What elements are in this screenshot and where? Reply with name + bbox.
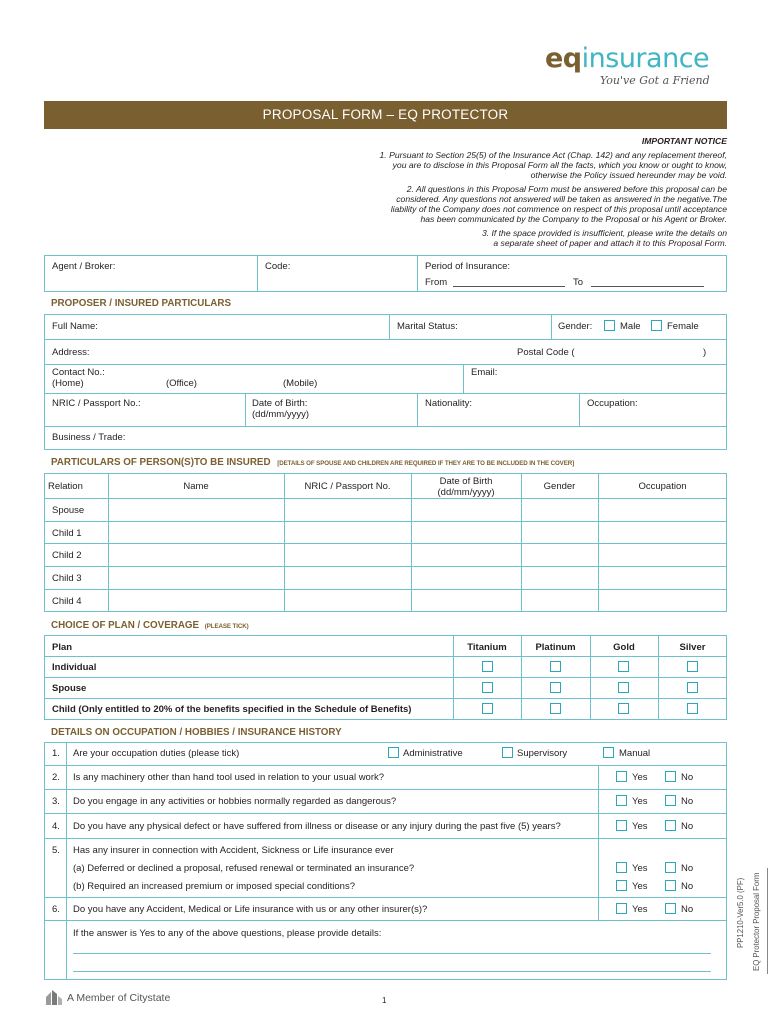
q5b-no-checkbox[interactable] — [665, 880, 676, 891]
tier-platinum: Platinum — [535, 642, 576, 653]
q6-yes-label: Yes — [632, 904, 648, 915]
address-field[interactable]: Address: — [52, 347, 90, 358]
important-notice — [290, 136, 727, 248]
plan-individual-silver-checkbox[interactable] — [687, 661, 698, 672]
row-child-3: Child 3 — [52, 573, 82, 584]
q4-number: 4. — [52, 821, 60, 832]
contact-mobile-field[interactable]: (Mobile) — [283, 378, 318, 389]
q6-no-checkbox[interactable] — [665, 903, 676, 914]
q5a-text: (a) Deferred or declined a proposal, refused renewal or terminated an insurance? — [73, 863, 415, 874]
gender-female-label: Female — [667, 321, 699, 332]
notice-item-1: 1. Pursuant to Section 25(5) of the Insurance Act (Chap. 142) and any replacement thereof, you are to disclose in this Proposal Form all the facts, which you know or ought to know, otherwise the Policy issued hereunder may be void. — [379, 150, 727, 180]
persons-heading: PARTICULARS OF PERSON(S)TO BE INSURED [DETAILS OF SPOUSE AND CHILDREN ARE REQUIRED IF THEY ARE TO BE INCLUDED IN THE COVER] — [51, 457, 575, 468]
row-child-1: Child 1 — [52, 528, 82, 539]
row-spouse: Spouse — [52, 505, 85, 516]
plan-spouse-silver-checkbox[interactable] — [687, 682, 698, 693]
q5-number: 5. — [52, 845, 60, 856]
plan-individual-gold-checkbox[interactable] — [618, 661, 629, 672]
q4-yes-checkbox[interactable] — [616, 820, 627, 831]
company-logo — [545, 42, 725, 92]
q1-number: 1. — [52, 748, 60, 759]
q1-administrative-label: Administrative — [403, 748, 463, 759]
col-relation: Relation — [48, 481, 83, 492]
gender-label: Gender: — [558, 321, 593, 332]
q4-text: Do you have any physical defect or have suffered from illness or disease or any injury during the past five (5) years? — [73, 821, 561, 832]
tier-silver: Silver — [679, 642, 706, 653]
q5b-yes-checkbox[interactable] — [616, 880, 627, 891]
notice-item-3: 3. If the space provided is insufficient, please write the details on a separate sheet of paper and attach it to this Proposal Form. — [481, 228, 727, 248]
q6-text: Do you have any Accident, Medical or Life insurance with us or any other insurer(s)? — [73, 904, 428, 915]
period-from-label: From — [425, 277, 448, 288]
plan-individual-titanium-checkbox[interactable] — [482, 661, 493, 672]
q1-supervisory-label: Supervisory — [517, 748, 568, 759]
col-dob-format: (dd/mm/yyyy) — [437, 487, 495, 498]
details-heading: DETAILS ON OCCUPATION / HOBBIES / INSURANCE HISTORY — [51, 727, 342, 738]
period-label: Period of Insurance: — [425, 261, 511, 272]
q2-yes-checkbox[interactable] — [616, 771, 627, 782]
logo-tagline: You've Got a Friend — [600, 74, 710, 87]
period-to-label: To — [573, 277, 584, 288]
plan-spouse-titanium-checkbox[interactable] — [482, 682, 493, 693]
q5b-yes-label: Yes — [632, 881, 648, 892]
notice-item-2: 2. All questions in this Proposal Form must be answered before this proposal can be considered. Any questions not answered will be taken as answered in the negative.The liability of the Company does not commence on respect of this proposal until acceptance has been communicated by the Company to the Proposal or his Agent or Broker. — [390, 184, 727, 224]
col-name: Name — [183, 481, 209, 492]
postal-code-close: ) — [703, 347, 707, 358]
full-name-field[interactable]: Full Name: — [52, 321, 98, 332]
proposer-heading: PROPOSER / INSURED PARTICULARS — [51, 298, 231, 309]
q3-yes-label: Yes — [632, 796, 648, 807]
q3-number: 3. — [52, 796, 60, 807]
plan-col-label: Plan — [52, 642, 73, 653]
col-gender: Gender — [543, 481, 576, 492]
contact-no-label: Contact No.: — [52, 367, 105, 378]
nationality-field[interactable]: Nationality: — [425, 398, 472, 409]
q5a-no-checkbox[interactable] — [665, 862, 676, 873]
col-dob: Date of Birth — [439, 476, 493, 487]
citystate-icon — [44, 988, 64, 1006]
nric-passport-field[interactable]: NRIC / Passport No.: — [52, 398, 141, 409]
q4-yes-label: Yes — [632, 821, 648, 832]
q5b-no-label: No — [681, 881, 694, 892]
agent-broker-field[interactable]: Agent / Broker: — [52, 261, 116, 272]
plan-child-silver-checkbox[interactable] — [687, 703, 698, 714]
q3-no-checkbox[interactable] — [665, 795, 676, 806]
q3-no-label: No — [681, 796, 694, 807]
q5b-text: (b) Required an increased premium or imposed special conditions? — [73, 881, 355, 892]
q6-number: 6. — [52, 904, 60, 915]
q1-manual-label: Manual — [619, 748, 651, 759]
form-title-bar — [44, 101, 727, 129]
q4-no-checkbox[interactable] — [665, 820, 676, 831]
member-text: A Member of Citystate — [67, 992, 171, 1004]
citystate-logo — [44, 988, 64, 1006]
period-to-field[interactable] — [591, 286, 704, 287]
q2-text: Is any machinery other than hand tool used in relation to your usual work? — [73, 772, 385, 783]
gender-male-checkbox[interactable] — [604, 320, 615, 331]
marital-status-field[interactable]: Marital Status: — [397, 321, 458, 332]
q1-text: Are your occupation duties (please tick) — [73, 748, 240, 759]
col-nric: NRIC / Passport No. — [304, 481, 391, 492]
plan-child-gold-checkbox[interactable] — [618, 703, 629, 714]
persons-heading-note: [DETAILS OF SPOUSE AND CHILDREN ARE REQUIRED IF THEY ARE TO BE INCLUDED IN THE COVER] — [277, 460, 575, 467]
plan-row-individual: Individual — [52, 662, 97, 673]
q5-text: Has any insurer in connection with Accident, Sickness or Life insurance ever — [73, 845, 394, 856]
q6-no-label: No — [681, 904, 694, 915]
gender-male-label: Male — [620, 321, 641, 332]
row-child-2: Child 2 — [52, 550, 82, 561]
q2-no-checkbox[interactable] — [665, 771, 676, 782]
business-trade-field[interactable]: Business / Trade: — [52, 432, 126, 443]
details-prompt: If the answer is Yes to any of the above questions, please provide details: — [73, 928, 382, 939]
form-title: PROPOSAL FORM – EQ PROTECTOR — [262, 107, 509, 122]
q1-supervisory-checkbox[interactable] — [502, 747, 513, 758]
dob-label[interactable]: Date of Birth: — [252, 398, 308, 409]
plan-child-titanium-checkbox[interactable] — [482, 703, 493, 714]
plan-row-spouse: Spouse — [52, 683, 87, 694]
plan-child-platinum-checkbox[interactable] — [550, 703, 561, 714]
plan-heading: CHOICE OF PLAN / COVERAGE (PLEASE TICK) — [51, 620, 249, 631]
tier-titanium: Titanium — [467, 642, 507, 653]
side-form-name: EQ Protector Proposal Form — [752, 872, 761, 971]
dob-format-label: (dd/mm/yyyy) — [252, 409, 309, 420]
notice-heading: IMPORTANT NOTICE — [641, 136, 727, 146]
q1-administrative-checkbox[interactable] — [388, 747, 399, 758]
q3-text: Do you engage in any activities or hobbies normally regarded as dangerous? — [73, 796, 397, 807]
occupation-field[interactable]: Occupation: — [587, 398, 638, 409]
q4-no-label: No — [681, 821, 694, 832]
q5a-yes-label: Yes — [632, 863, 648, 874]
plan-row-child: Child (Only entitled to 20% of the benefits specified in the Schedule of Benefits) — [52, 704, 412, 715]
code-field[interactable]: Code: — [265, 261, 291, 272]
q6-yes-checkbox[interactable] — [616, 903, 627, 914]
gender-female-checkbox[interactable] — [651, 320, 662, 331]
tier-gold: Gold — [613, 642, 635, 653]
plan-spouse-gold-checkbox[interactable] — [618, 682, 629, 693]
contact-office-field[interactable]: (Office) — [166, 378, 197, 389]
q1-manual-checkbox[interactable] — [603, 747, 614, 758]
row-child-4: Child 4 — [52, 596, 82, 607]
q2-no-label: No — [681, 772, 694, 783]
q5a-yes-checkbox[interactable] — [616, 862, 627, 873]
logo-wordmark: eqinsurance — [545, 43, 710, 74]
page-number: 1 — [382, 996, 387, 1005]
col-occupation: Occupation — [638, 481, 687, 492]
q2-yes-label: Yes — [632, 772, 648, 783]
q3-yes-checkbox[interactable] — [616, 795, 627, 806]
contact-home-field[interactable]: (Home) — [52, 378, 84, 389]
details-line-2[interactable] — [73, 971, 711, 972]
plan-individual-platinum-checkbox[interactable] — [550, 661, 561, 672]
proposer-box — [44, 314, 727, 450]
postal-code-field[interactable]: Postal Code ( — [517, 347, 575, 358]
details-line-1[interactable] — [73, 953, 711, 954]
q2-number: 2. — [52, 772, 60, 783]
period-from-field[interactable] — [453, 286, 565, 287]
q5a-no-label: No — [681, 863, 694, 874]
side-form-code: PP1210-Ver5.0 (PF) — [736, 877, 745, 948]
plan-spouse-platinum-checkbox[interactable] — [550, 682, 561, 693]
plan-heading-note: (PLEASE TICK) — [204, 623, 249, 630]
email-field[interactable]: Email: — [471, 367, 498, 378]
